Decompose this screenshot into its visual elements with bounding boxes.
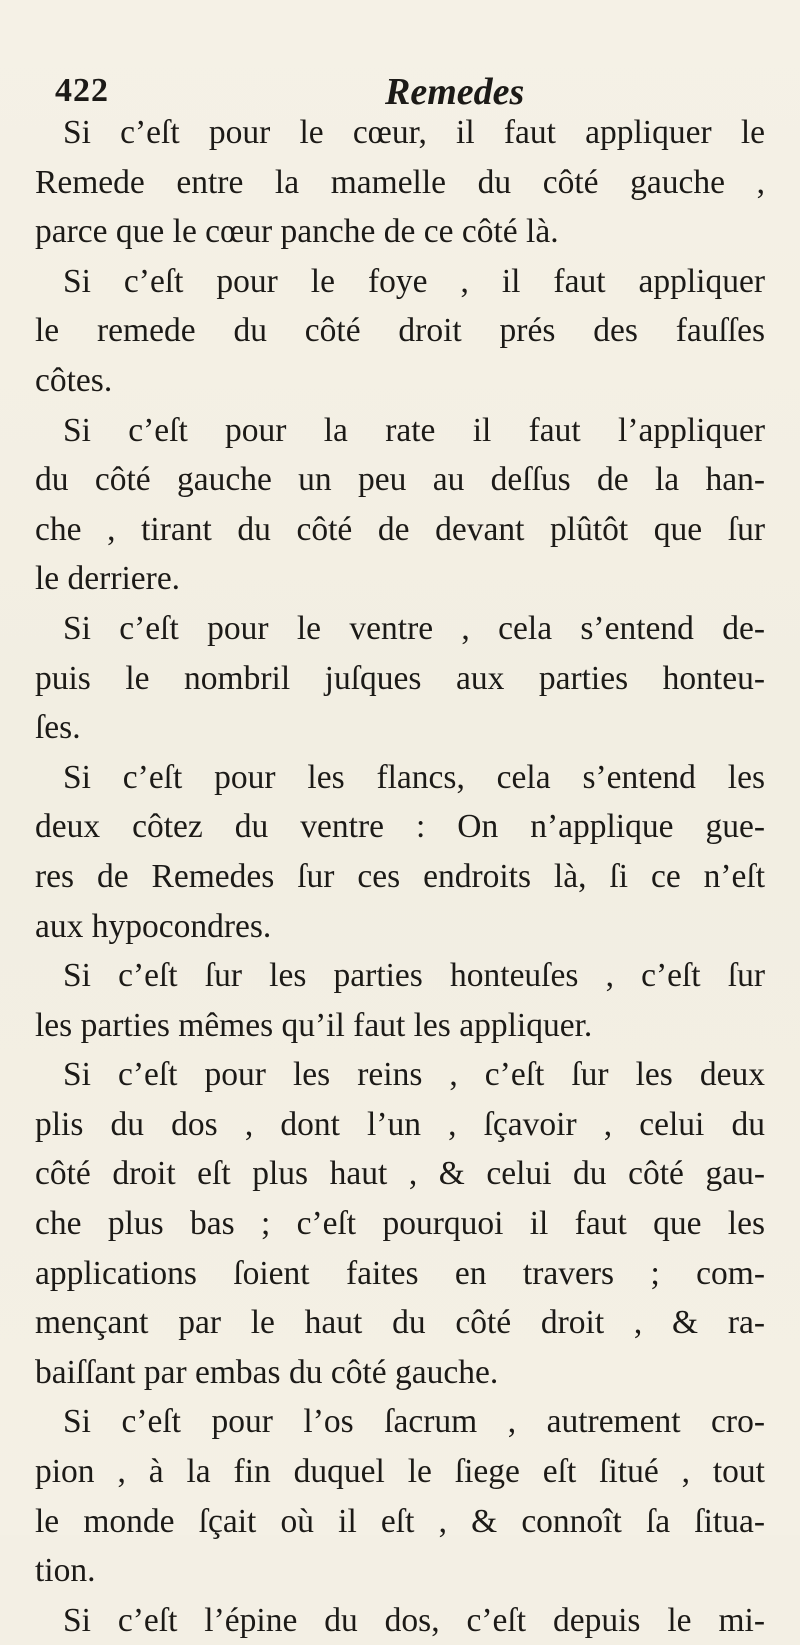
text-line: res de Remedes ſur ces endroits là, ſi ce n’eſt [35,857,765,895]
page-number: 422 [55,72,109,109]
text-line: les parties mêmes qu’il faut les appliquer. [35,1006,593,1044]
text-line: Si c’eſt pour les flancs, cela s’entend les [63,758,765,796]
text-line: Si c’eſt pour l’os ſacrum , autrement cro- [63,1403,765,1441]
text-line: le derriere. [35,560,181,598]
text-line: Si c’eſt pour le cœur, il faut appliquer le [63,114,765,151]
page-header [55,72,755,112]
text-line: deux côtez du ventre : On n’applique gue- [35,808,765,846]
text-line: le remede du côté droit prés des fauſſes [35,312,765,350]
text-line: applications ſoient faites en travers ; com- [35,1254,765,1292]
text-line: ſes. [35,709,81,747]
text-line: Remede entre la mamelle du côté gauche , [35,163,765,201]
text-line: Si c’eſt l’épine du dos, c’eſt depuis le mi- [63,1601,765,1639]
text-line: che plus bas ; c’eſt pourquoi il faut que les [35,1205,765,1243]
running-title: Remedes [385,71,525,113]
text-line: aux hypocondres. [35,907,272,945]
body-text [35,108,765,1645]
text-line: pion , à la fin duquel le ſiege eſt ſitué , tout [35,1453,765,1491]
text-line: che , tirant du côté de devant plûtôt que ſur [35,510,765,548]
text-line: côté droit eſt plus haut , & celui du côté gau- [35,1155,765,1193]
text-line: Si c’eſt pour la rate il faut l’appliquer [63,411,765,449]
text-line: Si c’eſt ſur les parties honteuſes , c’eſt ſur [63,957,765,995]
text-line: Si c’eſt pour le ventre , cela s’entend de- [63,609,765,647]
text-line: le monde ſçait où il eſt , & connoît ſa ſitua- [35,1502,765,1540]
text-line: côtes. [35,361,113,399]
text-line: puis le nombril juſques aux parties honteu- [35,659,765,697]
text-line: mençant par le haut du côté droit , & ra- [35,1304,765,1342]
text-line: Si c’eſt pour le foye , il faut appliquer [63,262,765,300]
text-line: Si c’eſt pour les reins , c’eſt ſur les deux [63,1056,765,1094]
text-line: baiſſant par embas du côté gauche. [35,1353,499,1391]
text-line: du côté gauche un peu au deſſus de la han- [35,461,765,499]
text-line: parce que le cœur panche de ce côté là. [35,213,559,251]
text-line: plis du dos , dont l’un , ſçavoir , celui du [35,1105,765,1143]
text-line: tion. [35,1552,96,1590]
